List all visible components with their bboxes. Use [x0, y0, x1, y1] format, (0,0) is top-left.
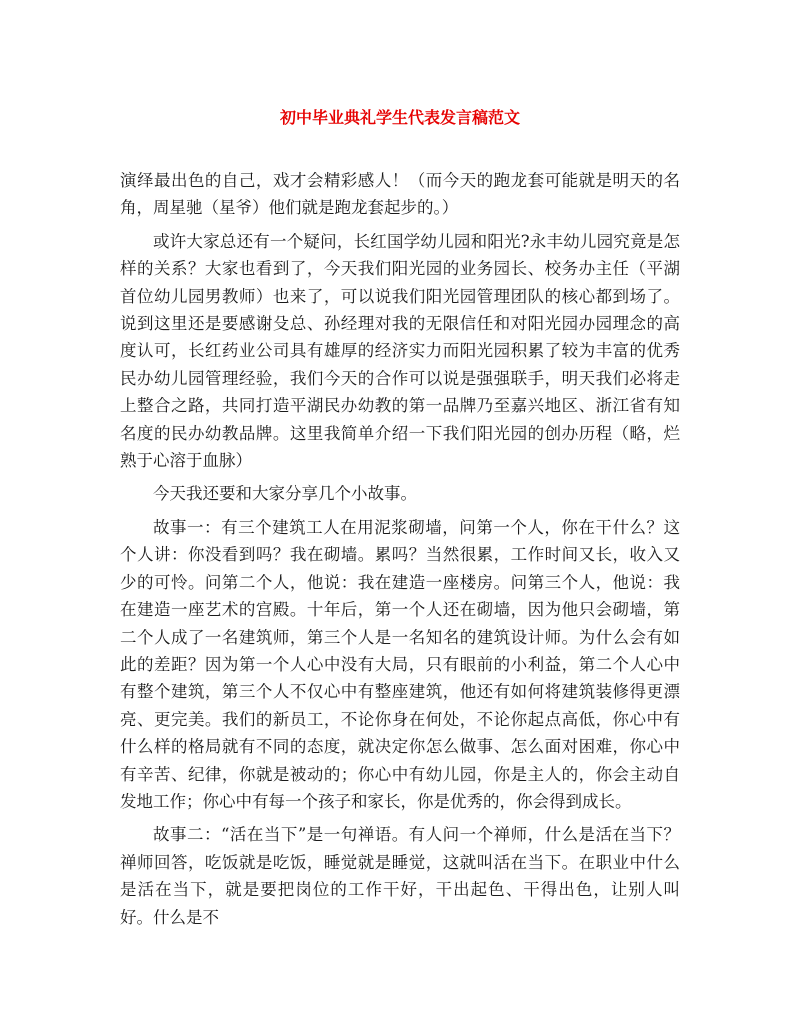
document-title: 初中毕业典礼学生代表发言稿范文	[279, 108, 520, 127]
document-body	[120, 167, 680, 937]
paragraph-stories-intro: 今天我还要和大家分享几个小故事。	[153, 484, 417, 504]
paragraph-continuation: 演绎最出色的自己，戏才会精彩感人！（而今天的跑龙套可能就是明天的名角，周星驰（星爷）他们就是跑龙套起步的。）	[120, 171, 680, 218]
paragraph-partnership: 或许大家总还有一个疑问，长红国学幼儿园和阳光?永丰幼儿园究竟是怎样的关系？大家也看到了，今天我们阳光园的业务园长、校务办主任（平湖首位幼儿园男教师）也来了，可以说我们阳光园管理团队的核心都到场了。说到这里还是要感谢殳总、孙经理对我的无限信任和对阳光园办园理念的高度认可，长红药业公司具有雄厚的经济实力而阳光园积累了较为丰富的优秀民办幼儿园管理经验，我们今天的合作可以说是强强联手，明天我们必将走上整合之路，共同打造平湖民办幼教的第一品牌乃至嘉兴地区、浙江省有知名度的民办幼教品牌。这里我简单介绍一下我们阳光园的创办历程（略，烂熟于心溶于血脉）	[120, 231, 680, 471]
paragraph-story-two: 故事二：“活在当下”是一句禅语。有人问一个禅师，什么是活在当下？禅师回答，吃饭就是吃饭，睡觉就是睡觉，这就叫活在当下。在职业中什么是活在当下，就是要把岗位的工作干好，干出起色、干得出色，让别人叫好。什么是不	[120, 825, 680, 927]
paragraph-story-one: 故事一：有三个建筑工人在用泥浆砌墙，问第一个人，你在干什么？这个人讲：你没看到吗？我在砌墙。累吗？当然很累，工作时间又长，收入又少的可怜。问第二个人，他说：我在建造一座楼房。问第三个人，他说：我在建造一座艺术的宫殿。十年后，第一个人还在砌墙，因为他只会砌墙，第二个人成了一名建筑师，第三个人是一名知名的建筑设计师。为什么会有如此的差距？因为第一个人心中没有大局，只有眼前的小利益，第二个人心中有整个建筑，第三个人不仅心中有整座建筑，他还有如何将建筑装修得更漂亮、更完美。我们的新员工，不论你身在何处，不论你起点高低，你心中有什么样的格局就有不同的态度，就决定你怎么做事、怎么面对困难，你心中有辛苦、纪律，你就是被动的；你心中有幼儿园，你是主人的，你会主动自发地工作；你心中有每一个孩子和家长，你是优秀的，你会得到成长。	[120, 517, 680, 811]
